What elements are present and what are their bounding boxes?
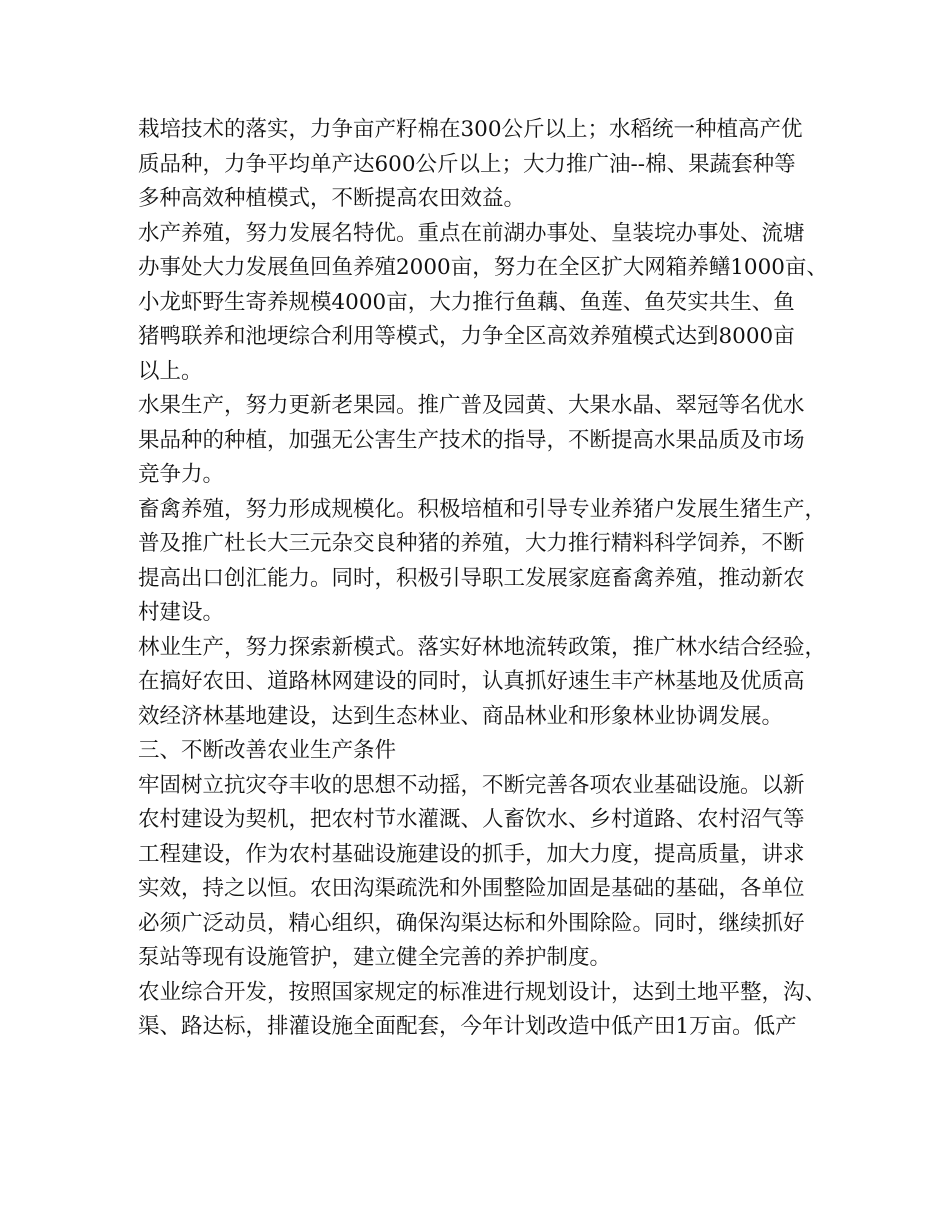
text-line: 村建设。	[138, 600, 225, 625]
text-line: 渠、路达标，排灌设施全面配套，今年计划改造中低产田1万亩。低产	[138, 1014, 797, 1039]
text-line: 必须广泛动员，精心组织，确保沟渠达标和外围除险。同时，继续抓好	[138, 910, 805, 936]
text-line: 提高出口创汇能力。同时，积极引导职工发展家庭畜禽养殖，推动新农	[138, 565, 805, 591]
text-line: 农业综合开发，按照国家规定的标准进行规划设计，达到土地平整，沟、	[138, 979, 827, 1005]
section-heading: 三、不断改善农业生产条件	[138, 738, 397, 763]
text-line: 小龙虾野生寄养规模4000亩，大力推行鱼藕、鱼莲、鱼芡实共生、鱼	[138, 289, 795, 315]
text-line: 水产养殖，努力发展名特优。重点在前湖办事处、皇装垸办事处、流塘	[138, 220, 805, 246]
text-line: 农村建设为契机，把农村节水灌溉、人畜饮水、乡村道路、农村沼气等	[138, 807, 805, 832]
text-line: 泵站等现有设施管护，建立健全完善的养护制度。	[138, 945, 612, 970]
text-line: 实效，持之以恒。农田沟渠疏洗和外围整险加固是基础的基础，各单位	[138, 876, 805, 901]
text-line: 牢固树立抗灾夺丰收的思想不动摇，不断完善各项农业基础设施。以新	[138, 772, 805, 798]
text-line: 在搞好农田、道路林网建设的同时，认真抓好速生丰产林基地及优质高	[138, 669, 805, 694]
text-line: 效经济林基地建设，达到生态林业、商品林业和形象林业协调发展。	[138, 703, 784, 729]
text-line: 工程建设，作为农村基础设施建设的抓手，加大力度，提高质量，讲求	[138, 841, 805, 867]
text-line: 水果生产，努力更新老果园。推广普及园黄、大果水晶、翠冠等名优水	[138, 393, 805, 418]
document-body	[138, 113, 828, 1045]
text-line: 猪鸭联养和池埂综合利用等模式，力争全区高效养殖模式达到8000亩	[138, 324, 795, 349]
text-line: 多种高效种植模式，不断提高农田效益。	[138, 186, 526, 211]
text-line: 畜禽养殖，努力形成规模化。积极培植和引导专业养猪户发展生猪生产，	[138, 496, 827, 522]
text-line: 栽培技术的落实，力争亩产籽棉在300公斤以上；水稻统一种植高产优	[138, 117, 803, 142]
text-line: 竞争力。	[138, 462, 225, 487]
text-line: 办事处大力发展鱼回鱼养殖2000亩，努力在全区扩大网箱养鳝1000亩、	[138, 255, 828, 280]
text-line: 果品种的种植，加强无公害生产技术的指导，不断提高水果品质及市场	[138, 427, 805, 453]
text-line: 普及推广杜长大三元杂交良种猪的养殖，大力推行精料科学饲养，不断	[138, 531, 805, 556]
text-line: 质品种，力争平均单产达600公斤以上；大力推广油--棉、果蔬套种等	[138, 151, 796, 177]
text-line: 以上。	[138, 358, 203, 384]
text-line: 林业生产，努力探索新模式。落实好林地流转政策，推广林水结合经验，	[138, 634, 827, 660]
